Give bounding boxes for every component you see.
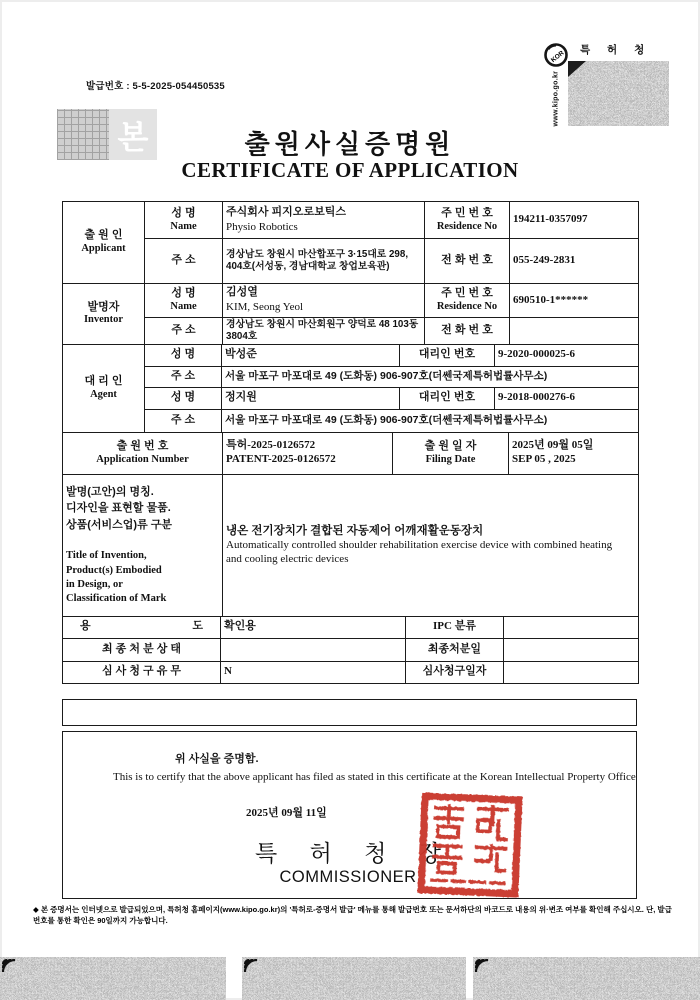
status-section — [62, 616, 639, 684]
ipc-value — [504, 616, 639, 638]
agent1-address-label: 주 소 — [145, 366, 222, 387]
final-disposal-value — [221, 638, 406, 661]
inventor-residence-label: 주 민 번 호 Residence No — [425, 284, 510, 318]
final-disposal-date-label: 최종처분일 — [406, 638, 504, 661]
inventor-residence-value: 690510-1****** — [510, 284, 639, 318]
applicant-residence-value: 194211-0357097 — [510, 202, 639, 239]
signal-arcs-icon — [475, 959, 491, 975]
certificate-table — [62, 202, 638, 684]
certify-statement-korean: 위 사실을 증명함. — [175, 753, 259, 765]
agent1-name-value: 박성준 — [222, 344, 400, 366]
exam-request-label: 심 사 청 구 유 무 — [63, 661, 221, 683]
application-number-value: 특허-2025-0126572 PATENT-2025-0126572 — [223, 432, 393, 474]
commissioner-title-english: COMMISSIONER — [279, 868, 417, 886]
document-title-korean: 출원사실증명원 — [244, 129, 456, 159]
filing-date-label: 출 원 일 자 Filing Date — [393, 432, 509, 474]
applicant-section-label: 출 원 인 Applicant — [63, 202, 145, 284]
agent2-address-label: 주 소 — [145, 409, 222, 432]
applicant-residence-label: 주 민 번 호 Residence No — [425, 202, 510, 239]
verification-footnote: ◆ 본 증명서는 인터넷으로 발급되었으며, 특허청 홈페이지(www.kipo.go.kr)의 '특허로-증명서 발급' 메뉴를 통해 발급번호 또는 문서하단의 바코드로 내용의 위·변조 여부를 확인해 주십시오. 단, 발급번호를 통한 확인은 90일까지 가능합니다. — [33, 905, 672, 926]
exam-request-date-label: 심사청구일자 — [406, 661, 504, 683]
inventor-section-label: 발명자 Inventor — [63, 284, 145, 345]
filing-date-value: 2025년 09월 05일 SEP 05 , 2025 — [509, 432, 639, 474]
agent2-no-label: 대리인 번호 — [400, 387, 495, 409]
applicant-address-label: 주 소 — [145, 239, 223, 284]
official-red-seal — [417, 792, 523, 898]
applicant-address-value: 경상남도 창원시 마산합포구 3·15대로 298, 404호(서성동, 경남대학교 창업보육관) — [223, 239, 425, 284]
invention-title-value: 냉온 전기장치가 결합된 자동제어 어깨재활운동장치 Automatically controlled shoulder rehabilitation exercise device with combined heating and cooling electric devices — [223, 474, 639, 616]
stamp-bon-character: 본 — [109, 109, 157, 160]
inventor-phone-value — [510, 318, 639, 345]
inventor-section — [62, 283, 639, 345]
emblem-url-label: www.kipo.go.kr — [552, 70, 560, 127]
invention-title-section — [62, 474, 639, 617]
document-title-english: CERTIFICATE OF APPLICATION — [181, 158, 519, 182]
exam-request-date-value — [504, 661, 639, 683]
certify-statement-english: This is to certify that the above applicant has filed as stated in this certificate at the Korean Intellectual Property Office — [113, 771, 636, 783]
agent-section-label: 대 리 인 Agent — [63, 344, 145, 432]
signal-arcs-icon — [244, 959, 260, 975]
use-label: 용 도 — [63, 616, 221, 638]
bottom-barcode-strip-2 — [242, 957, 466, 1000]
invention-title-label: 발명(고안)의 명칭. 디자인을 표현할 물품. 상품(서비스업)류 구분 Title of Invention, Product(s) Embodied in Design, or Classification of Mark — [63, 474, 223, 616]
agent1-address-value: 서울 마포구 마포대로 49 (도화동) 906-907호(더쎈국제특허법률사무소) — [222, 366, 639, 387]
inventor-address-value: 경상남도 창원시 마산회원구 양덕로 48 103동 3804호 — [223, 318, 425, 345]
final-disposal-label: 최 종 처 분 상 태 — [63, 638, 221, 661]
applicant-section — [62, 201, 639, 284]
agent1-name-label: 성 명 — [145, 344, 222, 366]
inventor-phone-label: 전 화 번 호 — [425, 318, 510, 345]
commissioner-title-korean: 특 허 청 장 — [254, 840, 442, 866]
bottom-barcode-strip-3 — [473, 957, 700, 1000]
inventor-name-value: 김성열 KIM, Seong Yeol — [223, 284, 425, 318]
agent2-no-value: 9-2018-000276-6 — [495, 387, 639, 409]
certify-date: 2025년 09월 11일 — [246, 807, 327, 819]
agent2-name-value: 정지원 — [222, 387, 400, 409]
ipc-label: IPC 분류 — [406, 616, 504, 638]
agent1-no-label: 대리인 번호 — [400, 344, 495, 366]
applicant-name-value: 주식회사 피지오로보틱스 Physio Robotics — [223, 202, 425, 239]
applicant-phone-label: 전 화 번 호 — [425, 239, 510, 284]
agent2-address-value: 서울 마포구 마포대로 49 (도화동) 906-907호(더쎈국제특허법률사무소) — [222, 409, 639, 432]
use-value: 확인용 — [221, 616, 406, 638]
application-number-label: 출 원 번 호 Application Number — [63, 432, 223, 474]
agent-section — [62, 344, 639, 433]
inventor-address-label: 주 소 — [145, 318, 223, 345]
exam-request-value: N — [221, 661, 406, 683]
emblem-agency-label: 특 허 청 — [580, 44, 652, 56]
kor-ring-text: KOR — [549, 49, 566, 65]
kipo-emblem — [543, 40, 675, 130]
signal-arcs-icon — [2, 959, 18, 975]
final-disposal-date-value — [504, 638, 639, 661]
issue-number: 발급번호 : 5-5-2025-054450535 — [86, 81, 225, 92]
applicant-name-label: 성 명 Name — [145, 202, 223, 239]
bottom-barcode-strip-1 — [0, 957, 226, 1000]
applicant-phone-value: 055-249-2831 — [510, 239, 639, 284]
agent2-name-label: 성 명 — [145, 387, 222, 409]
certification-box — [62, 731, 637, 899]
application-number-row — [62, 432, 639, 475]
inventor-name-label: 성 명 Name — [145, 284, 223, 318]
agent1-no-value: 9-2020-000025-6 — [495, 344, 639, 366]
empty-table-row — [62, 699, 637, 726]
barcode-2d — [568, 61, 669, 126]
